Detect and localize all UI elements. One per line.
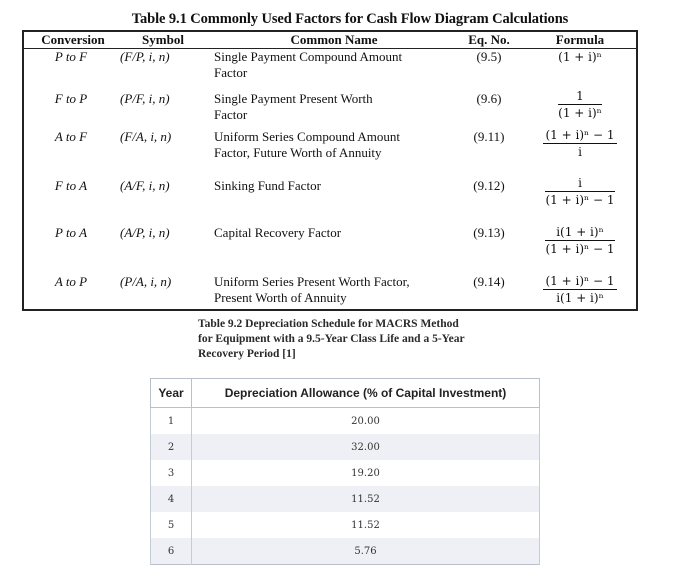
year-cell: 3	[151, 460, 192, 486]
allowance-cell: 32.00	[192, 434, 540, 460]
symbol-cell: (P/F, i, n)	[120, 91, 170, 106]
formula-numerator: 1	[558, 89, 602, 105]
year-cell: 2	[151, 434, 192, 460]
table1-title: Table 9.1 Commonly Used Factors for Cash Flow Diagram Calculations	[131, 11, 569, 27]
conversion-cell: F to A	[54, 178, 88, 193]
header-conversion: Conversion	[41, 32, 105, 47]
header-formula: Formula	[555, 32, 605, 47]
header-symbol: Symbol	[142, 32, 184, 47]
conversion-cell: P to A	[54, 225, 88, 240]
symbol-cell: (P/A, i, n)	[120, 274, 172, 289]
name-line2: Factor, Future Worth of Annuity	[214, 145, 382, 160]
formula-cell	[524, 128, 636, 160]
eq-cell: (9.6)	[476, 91, 502, 106]
conversion-cell: A to P	[54, 274, 88, 289]
macrs-table	[150, 378, 540, 565]
year-cell: 1	[151, 408, 192, 435]
table2-title-line2: for Equipment with a 9.5-Year Class Life and a 5-Year	[198, 333, 465, 345]
formula-cell	[524, 225, 636, 257]
table2-title-line3: Recovery Period [1]	[198, 348, 296, 360]
formula-fraction	[558, 89, 602, 121]
formula-cell	[524, 176, 636, 208]
formula-cell: (1 + i)ⁿ	[558, 50, 602, 64]
allowance-cell: 20.00	[192, 408, 540, 435]
conversion-cell: F to P	[54, 91, 88, 106]
table-row	[151, 408, 540, 435]
year-cell: 4	[151, 486, 192, 512]
eq-cell: (9.13)	[473, 225, 505, 240]
formula-fraction	[545, 176, 614, 208]
header-year: Year	[151, 379, 192, 408]
formula-fraction	[543, 128, 616, 160]
formula-cell	[524, 274, 636, 306]
formula-denominator: (1 + i)ⁿ − 1	[545, 193, 615, 207]
formula-denominator: i	[578, 145, 582, 159]
formula-numerator: i(1 + i)ⁿ	[545, 225, 614, 241]
formula-fraction	[543, 274, 616, 306]
eq-cell: (9.14)	[473, 274, 505, 289]
name-line2: Factor	[214, 107, 248, 122]
symbol-cell: (F/P, i, n)	[120, 49, 170, 64]
formula-denominator: (1 + i)ⁿ − 1	[545, 242, 615, 256]
table-header-row	[151, 379, 540, 408]
allowance-cell: 11.52	[192, 486, 540, 512]
table-row	[151, 538, 540, 565]
year-cell: 6	[151, 538, 192, 565]
symbol-cell: (F/A, i, n)	[120, 129, 172, 144]
formula-numerator: i	[545, 176, 614, 192]
name-line2: Factor	[214, 65, 248, 80]
table2-title-line1: Table 9.2 Depreciation Schedule for MACRS Method	[198, 318, 459, 330]
year-cell: 5	[151, 512, 192, 538]
name-line1: Uniform Series Present Worth Factor,	[214, 274, 410, 289]
header-allowance: Depreciation Allowance (% of Capital Investment)	[192, 379, 540, 408]
symbol-cell: (A/P, i, n)	[120, 225, 170, 240]
allowance-cell: 11.52	[192, 512, 540, 538]
table-row	[151, 512, 540, 538]
formula-cell	[524, 89, 636, 121]
formula-numerator: (1 + i)ⁿ − 1	[545, 274, 615, 288]
header-common-name: Common Name	[290, 32, 378, 47]
name-line1: Sinking Fund Factor	[214, 178, 321, 193]
symbol-cell: (A/F, i, n)	[120, 178, 170, 193]
formula-numerator: (1 + i)ⁿ − 1	[545, 128, 615, 142]
table-row	[151, 434, 540, 460]
name-line2: Present Worth of Annuity	[214, 290, 347, 305]
table-row	[151, 460, 540, 486]
table-row	[151, 486, 540, 512]
header-eq-no: Eq. No.	[468, 32, 510, 47]
allowance-cell: 19.20	[192, 460, 540, 486]
eq-cell: (9.5)	[476, 49, 502, 64]
conversion-cell: A to F	[54, 129, 88, 144]
name-line1: Capital Recovery Factor	[214, 225, 342, 240]
name-line1: Single Payment Present Worth	[214, 91, 373, 106]
formula-fraction	[545, 225, 614, 257]
formula-denominator: i(1 + i)ⁿ	[556, 291, 604, 305]
allowance-cell: 5.76	[192, 538, 540, 565]
conversion-cell: P to F	[54, 49, 88, 64]
eq-cell: (9.12)	[473, 178, 505, 193]
name-line1: Single Payment Compound Amount	[214, 49, 403, 64]
factors-table	[22, 30, 638, 311]
name-line1: Uniform Series Compound Amount	[214, 129, 400, 144]
table2-title	[198, 317, 508, 362]
eq-cell: (9.11)	[473, 129, 505, 144]
formula-denominator: (1 + i)ⁿ	[558, 106, 602, 120]
